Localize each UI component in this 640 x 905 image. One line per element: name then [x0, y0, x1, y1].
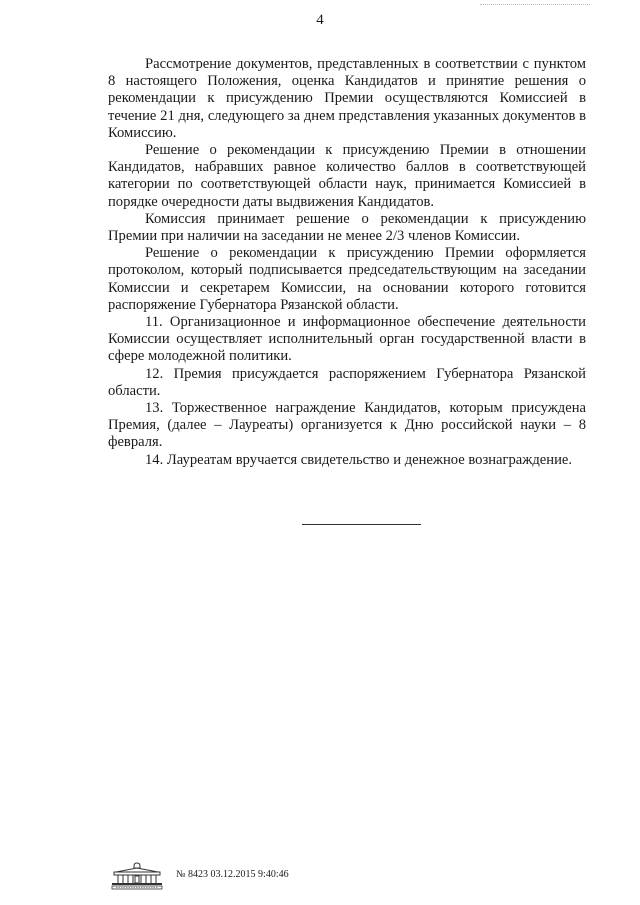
paragraph: Комиссия принимает решение о рекомендации к присуждению Премии при наличии на заседании не менее 2/3 членов Комиссии. [108, 210, 586, 245]
paragraph: 13. Торжественное награждение Кандидатов, которым присуждена Премия, (далее – Лауреаты) организуется к Дню российской науки – 8 февраля. [108, 400, 586, 451]
document-body [108, 56, 586, 469]
paragraph: Рассмотрение документов, представленных в соответствии с пунктом 8 настоящего Положения, оценка Кандидатов и принятие решения о рекомендации к присуждению Премии осуществляются Комиссией в течение 21 дня, следующего за днем представления указанных документов в Комиссию. [108, 56, 586, 141]
end-divider [302, 524, 421, 525]
paragraph: Решение о рекомендации к присуждению Премии в отношении Кандидатов, набравших равное количество баллов в соответствующей категории по соответствующей области наук, принимается Комиссией в порядке очередности даты выдвижения Кандидатов. [108, 142, 586, 210]
paragraph: 12. Премия присуждается распоряжением Губернатора Рязанской области. [108, 365, 586, 399]
registration-stamp: № 8423 03.12.2015 9:40:46 [176, 869, 289, 880]
paragraph: 14. Лауреатам вручается свидетельство и денежное вознаграждение. [145, 451, 573, 468]
scan-artifact [480, 4, 590, 9]
footer [108, 860, 368, 894]
government-building-icon [108, 860, 166, 895]
paragraph: Решение о рекомендации к присуждению Премии оформляется протоколом, который подписывается председательствующим на заседании Комиссии и секретарем Комиссии, на основании которого готовится распоряжение Губернатора Рязанской области. [108, 245, 586, 313]
page-number: 4 [316, 12, 324, 28]
paragraph: 11. Организационное и информационное обеспечение деятельности Комиссии осуществляет исполнительный орган государственной власти в сфере молодежной политики. [108, 314, 586, 365]
